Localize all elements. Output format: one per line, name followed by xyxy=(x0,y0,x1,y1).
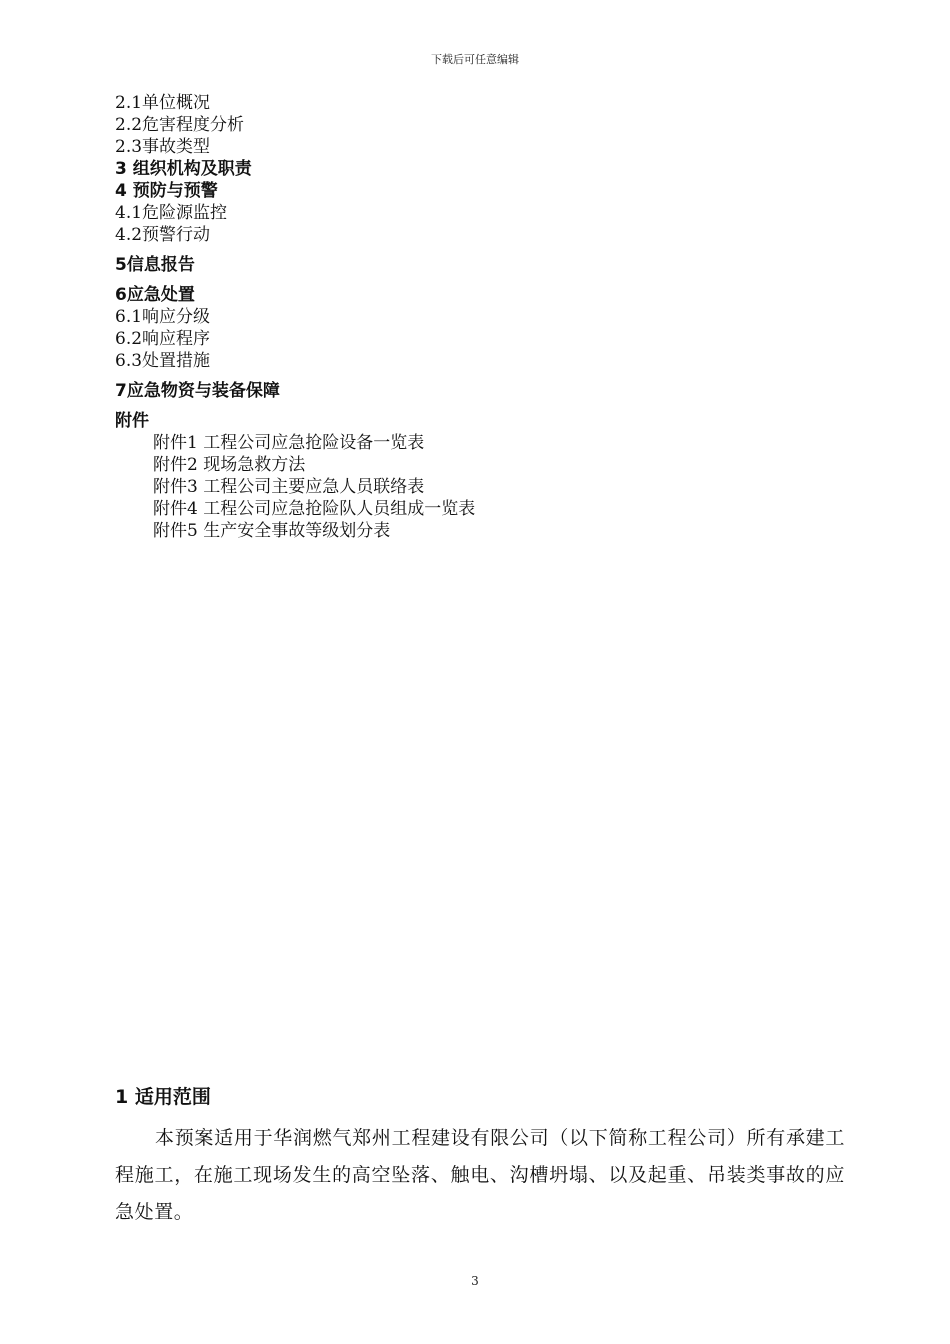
toc-annex-5: 附件5 生产安全事故等级划分表 xyxy=(153,521,391,541)
toc-item-6-3: 6.3处置措施 xyxy=(115,351,211,371)
toc-heading-5: 5信息报告 xyxy=(115,255,195,275)
toc-annex-title: 附件 xyxy=(115,411,149,431)
toc-heading-4: 4 预防与预警 xyxy=(115,181,218,201)
toc-annex-2: 附件2 现场急救方法 xyxy=(153,455,306,475)
toc-item-6-1: 6.1响应分级 xyxy=(115,307,211,327)
page-number: 3 xyxy=(471,1274,479,1288)
page-header: 下载后可任意编辑 xyxy=(431,53,519,66)
section-title: 1 适用范围 xyxy=(115,1086,211,1108)
toc-item-4-2: 4.2预警行动 xyxy=(115,225,211,245)
table-of-contents xyxy=(115,92,835,542)
toc-item-2-2: 2.2危害程度分析 xyxy=(115,115,245,135)
toc-heading-7: 7应急物资与装备保障 xyxy=(115,381,280,401)
toc-annex-4: 附件4 工程公司应急抢险队人员组成一览表 xyxy=(153,499,476,519)
toc-item-6-2: 6.2响应程序 xyxy=(115,329,211,349)
toc-annex-1: 附件1 工程公司应急抢险设备一览表 xyxy=(153,433,425,453)
toc-item-4-1: 4.1危险源监控 xyxy=(115,203,228,223)
section-body: 本预案适用于华润燃气郑州工程建设有限公司（以下简称工程公司）所有承建工程施工，在施工现场发生的高空坠落、触电、沟槽坍塌、以及起重、吊装类事故的应急处置。 xyxy=(115,1127,845,1223)
toc-heading-3: 3 组织机构及职责 xyxy=(115,159,252,179)
toc-annex-3: 附件3 工程公司主要应急人员联络表 xyxy=(153,477,425,497)
toc-item-2-3: 2.3事故类型 xyxy=(115,137,211,157)
section-scope xyxy=(115,1084,845,1231)
toc-heading-6: 6应急处置 xyxy=(115,285,195,305)
toc-item-2-1: 2.1单位概况 xyxy=(115,93,211,113)
